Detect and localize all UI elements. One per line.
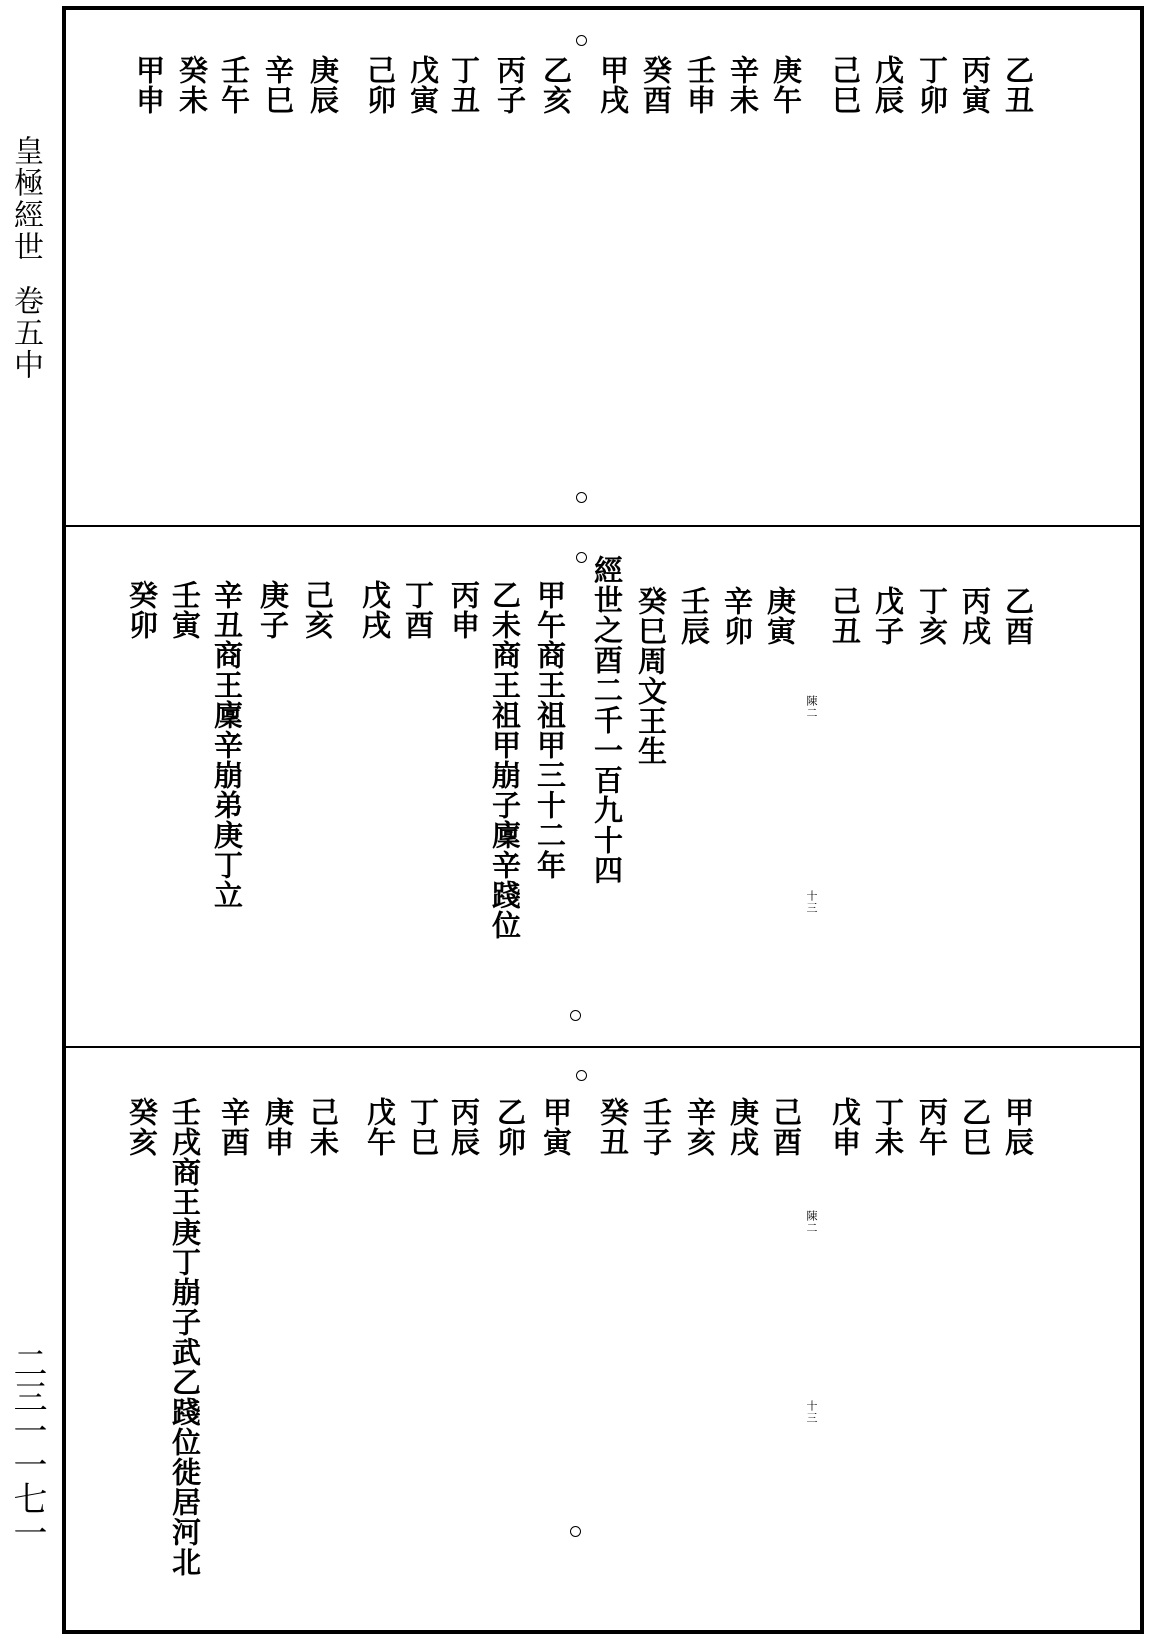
year-entry: 丁酉: [401, 580, 435, 640]
small-note: 陳二: [805, 1210, 818, 1234]
year-entry: 丁未: [871, 1097, 905, 1157]
year-entry: 辛未: [726, 55, 760, 115]
year-entry: 庚午: [769, 55, 803, 115]
book-title: 皇極經世: [8, 135, 43, 263]
year-entry: 丙子: [493, 55, 527, 115]
page-number: 二三一一七一: [7, 1345, 47, 1549]
small-note: 十三: [805, 1400, 818, 1424]
divider-top: [62, 525, 1144, 527]
binding-dot: [576, 1070, 587, 1081]
year-entry: 戊午: [363, 1097, 397, 1157]
year-entry: 壬申: [683, 55, 717, 115]
year-entry: 癸卯: [125, 580, 159, 640]
year-entry: 乙卯: [493, 1097, 527, 1157]
year-entry: 丙辰: [447, 1097, 481, 1157]
small-note: 陳二: [805, 695, 818, 719]
year-entry: 辛亥: [683, 1097, 717, 1157]
year-entry: 經世之酉二千一百九十四: [590, 555, 624, 885]
year-entry: 辛丑商王廩辛崩弟庚丁立: [210, 580, 244, 910]
year-entry: 辛巳: [261, 55, 295, 115]
year-entry: 癸巳周文王生: [634, 586, 668, 766]
year-entry: 壬寅: [168, 580, 202, 640]
year-entry: 己亥: [301, 580, 335, 640]
year-entry: 庚辰: [306, 55, 340, 115]
year-entry: 乙亥: [539, 55, 573, 115]
year-entry: 戊子: [871, 586, 905, 646]
year-entry: 丁亥: [915, 586, 949, 646]
divider-bottom: [62, 1046, 1144, 1048]
year-entry: 乙未商王祖甲崩子廩辛踐位: [488, 580, 522, 940]
year-entry: 癸未: [175, 55, 209, 115]
year-entry: 丙午: [915, 1097, 949, 1157]
year-entry: 甲申: [132, 55, 166, 115]
year-entry: 己酉: [769, 1097, 803, 1157]
year-entry: 乙酉: [1001, 586, 1035, 646]
year-entry: 乙巳: [958, 1097, 992, 1157]
year-entry: 癸丑: [596, 1097, 630, 1157]
volume-label: 卷五中: [8, 285, 43, 381]
year-entry: 庚寅: [763, 586, 797, 646]
year-entry: 甲戌: [596, 55, 630, 115]
year-entry: 辛酉: [217, 1097, 251, 1157]
year-entry: 丁巳: [406, 1097, 440, 1157]
year-entry: 壬辰: [677, 586, 711, 646]
year-entry: 戊戌: [358, 580, 392, 640]
year-entry: 壬子: [639, 1097, 673, 1157]
year-entry: 丙寅: [958, 55, 992, 115]
year-entry: 己卯: [363, 55, 397, 115]
year-entry: 己丑: [828, 586, 862, 646]
year-entry: 庚子: [256, 580, 290, 640]
year-entry: 丁卯: [915, 55, 949, 115]
year-entry: 甲辰: [1001, 1097, 1035, 1157]
year-entry: 己巳: [828, 55, 862, 115]
year-entry: 辛卯: [720, 586, 754, 646]
year-entry: 己未: [306, 1097, 340, 1157]
year-entry: 甲午商王祖甲三十二年: [533, 580, 567, 880]
year-entry: 壬戌商王庚丁崩子武乙踐位徙居河北: [168, 1097, 202, 1577]
year-entry: 庚申: [261, 1097, 295, 1157]
year-entry: 丙申: [447, 580, 481, 640]
year-entry: 甲寅: [539, 1097, 573, 1157]
binding-dot: [576, 552, 587, 563]
binding-dot: [570, 1010, 581, 1021]
year-entry: 丁丑: [447, 55, 481, 115]
year-entry: 癸亥: [125, 1097, 159, 1157]
year-entry: 壬午: [217, 55, 251, 115]
binding-dot: [576, 492, 587, 503]
small-note: 十三: [805, 890, 818, 914]
year-entry: 戊寅: [406, 55, 440, 115]
year-entry: 癸酉: [639, 55, 673, 115]
year-entry: 丙戌: [958, 586, 992, 646]
year-entry: 戊申: [828, 1097, 862, 1157]
year-entry: 乙丑: [1001, 55, 1035, 115]
binding-dot: [576, 35, 587, 46]
binding-dot: [570, 1526, 581, 1537]
year-entry: 戊辰: [871, 55, 905, 115]
year-entry: 庚戌: [726, 1097, 760, 1157]
